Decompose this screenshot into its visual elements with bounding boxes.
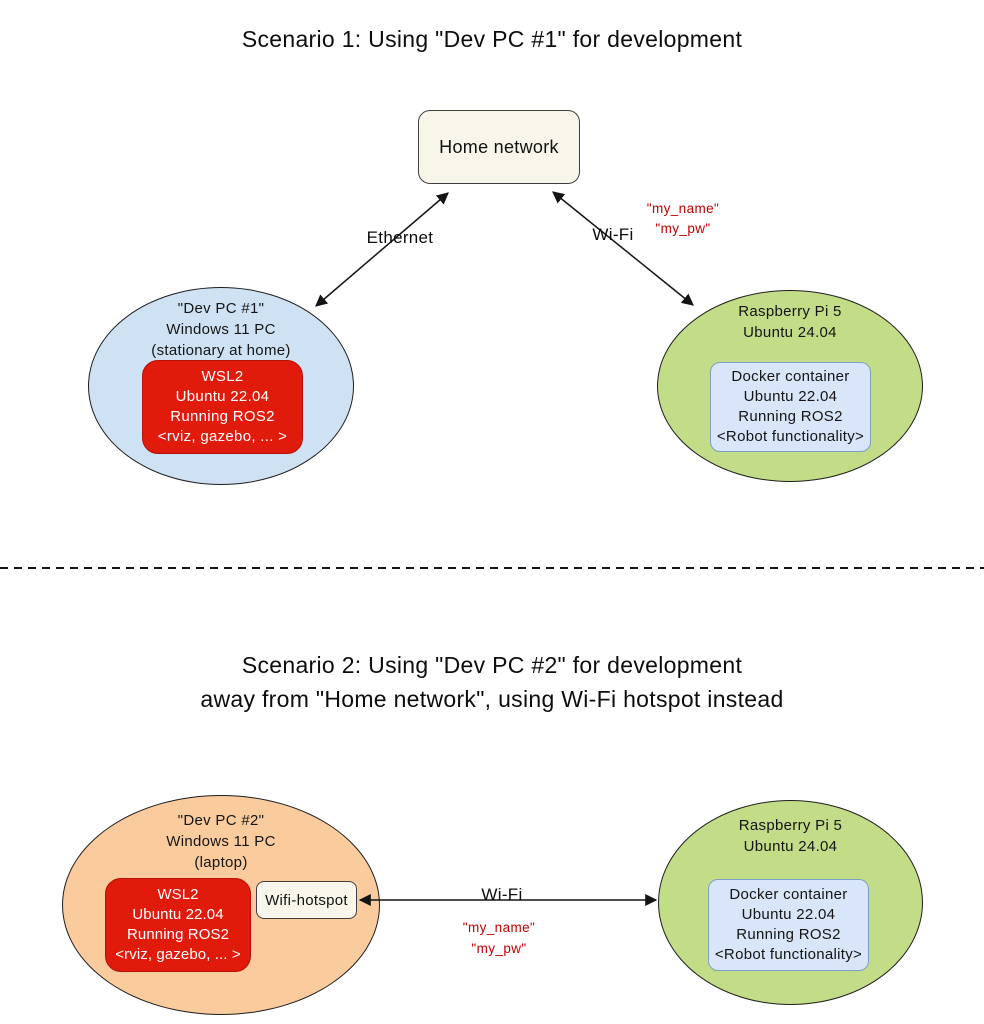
raspberry-pi1-os: Ubuntu 24.04 [743,324,837,341]
wifi-password-text: "my_pw" [471,941,527,956]
wsl2-tools: <rviz, gazebo, ... > [115,946,241,963]
wifi-hotspot-node [256,881,357,919]
wifi-edge-label-scenario2: Wi-Fi [481,885,523,904]
wsl2-title: WSL2 [157,886,199,903]
wsl2-tools: <rviz, gazebo, ... > [157,428,288,445]
wifi-password-text: "my_pw" [655,221,711,236]
raspberry-pi1-name: Raspberry Pi 5 [738,303,842,320]
wsl2-os: Ubuntu 22.04 [175,388,270,405]
home-network-label: Home network [439,136,559,157]
wifi-edge-label-scenario1: Wi-Fi [592,225,634,244]
docker-title: Docker container [731,368,850,385]
wsl2-ros: Running ROS2 [170,408,275,425]
dev-pc1-os: Windows 11 PC [166,321,276,338]
dev-pc2-os: Windows 11 PC [166,833,276,850]
raspberry-pi2-os: Ubuntu 24.04 [743,838,838,855]
scenario1-title: Scenario 1: Using "Dev PC #1" for development [241,26,743,52]
wsl2-os: Ubuntu 22.04 [132,906,224,923]
docker-os: Ubuntu 22.04 [741,906,836,923]
docker-ros: Running ROS2 [736,926,841,943]
scenario2-title-line1: Scenario 2: Using "Dev PC #2" for development [241,652,743,678]
raspberry-pi2-name: Raspberry Pi 5 [738,817,843,834]
wsl2-ros: Running ROS2 [126,926,230,943]
ethernet-arrow [316,193,448,306]
docker-os: Ubuntu 22.04 [743,388,838,405]
docker-function: <Robot functionality> [716,428,865,445]
dev-pc2-name: "Dev PC #2" [177,812,265,829]
ethernet-edge-label: Ethernet [366,228,434,247]
dev-pc2-type: (laptop) [194,854,248,871]
wifi-hotspot-label: Wifi-hotspot [265,891,348,909]
dev-pc1-location: (stationary at home) [151,342,291,359]
wifi-credentials-scenario1 [620,199,746,239]
docker-ros: Running ROS2 [738,408,843,425]
docker-function: <Robot functionality> [714,946,863,963]
wifi-credentials-scenario2 [436,917,562,959]
wsl2-title: WSL2 [201,368,244,385]
scenario2-title-line2: away from "Home network", using Wi-Fi hotspot instead [200,686,784,712]
dev-pc1-name: "Dev PC #1" [177,300,265,317]
wifi-ssid-text: "my_name" [646,201,720,216]
docker-title: Docker container [729,886,848,903]
wifi-ssid-text: "my_name" [462,920,536,935]
